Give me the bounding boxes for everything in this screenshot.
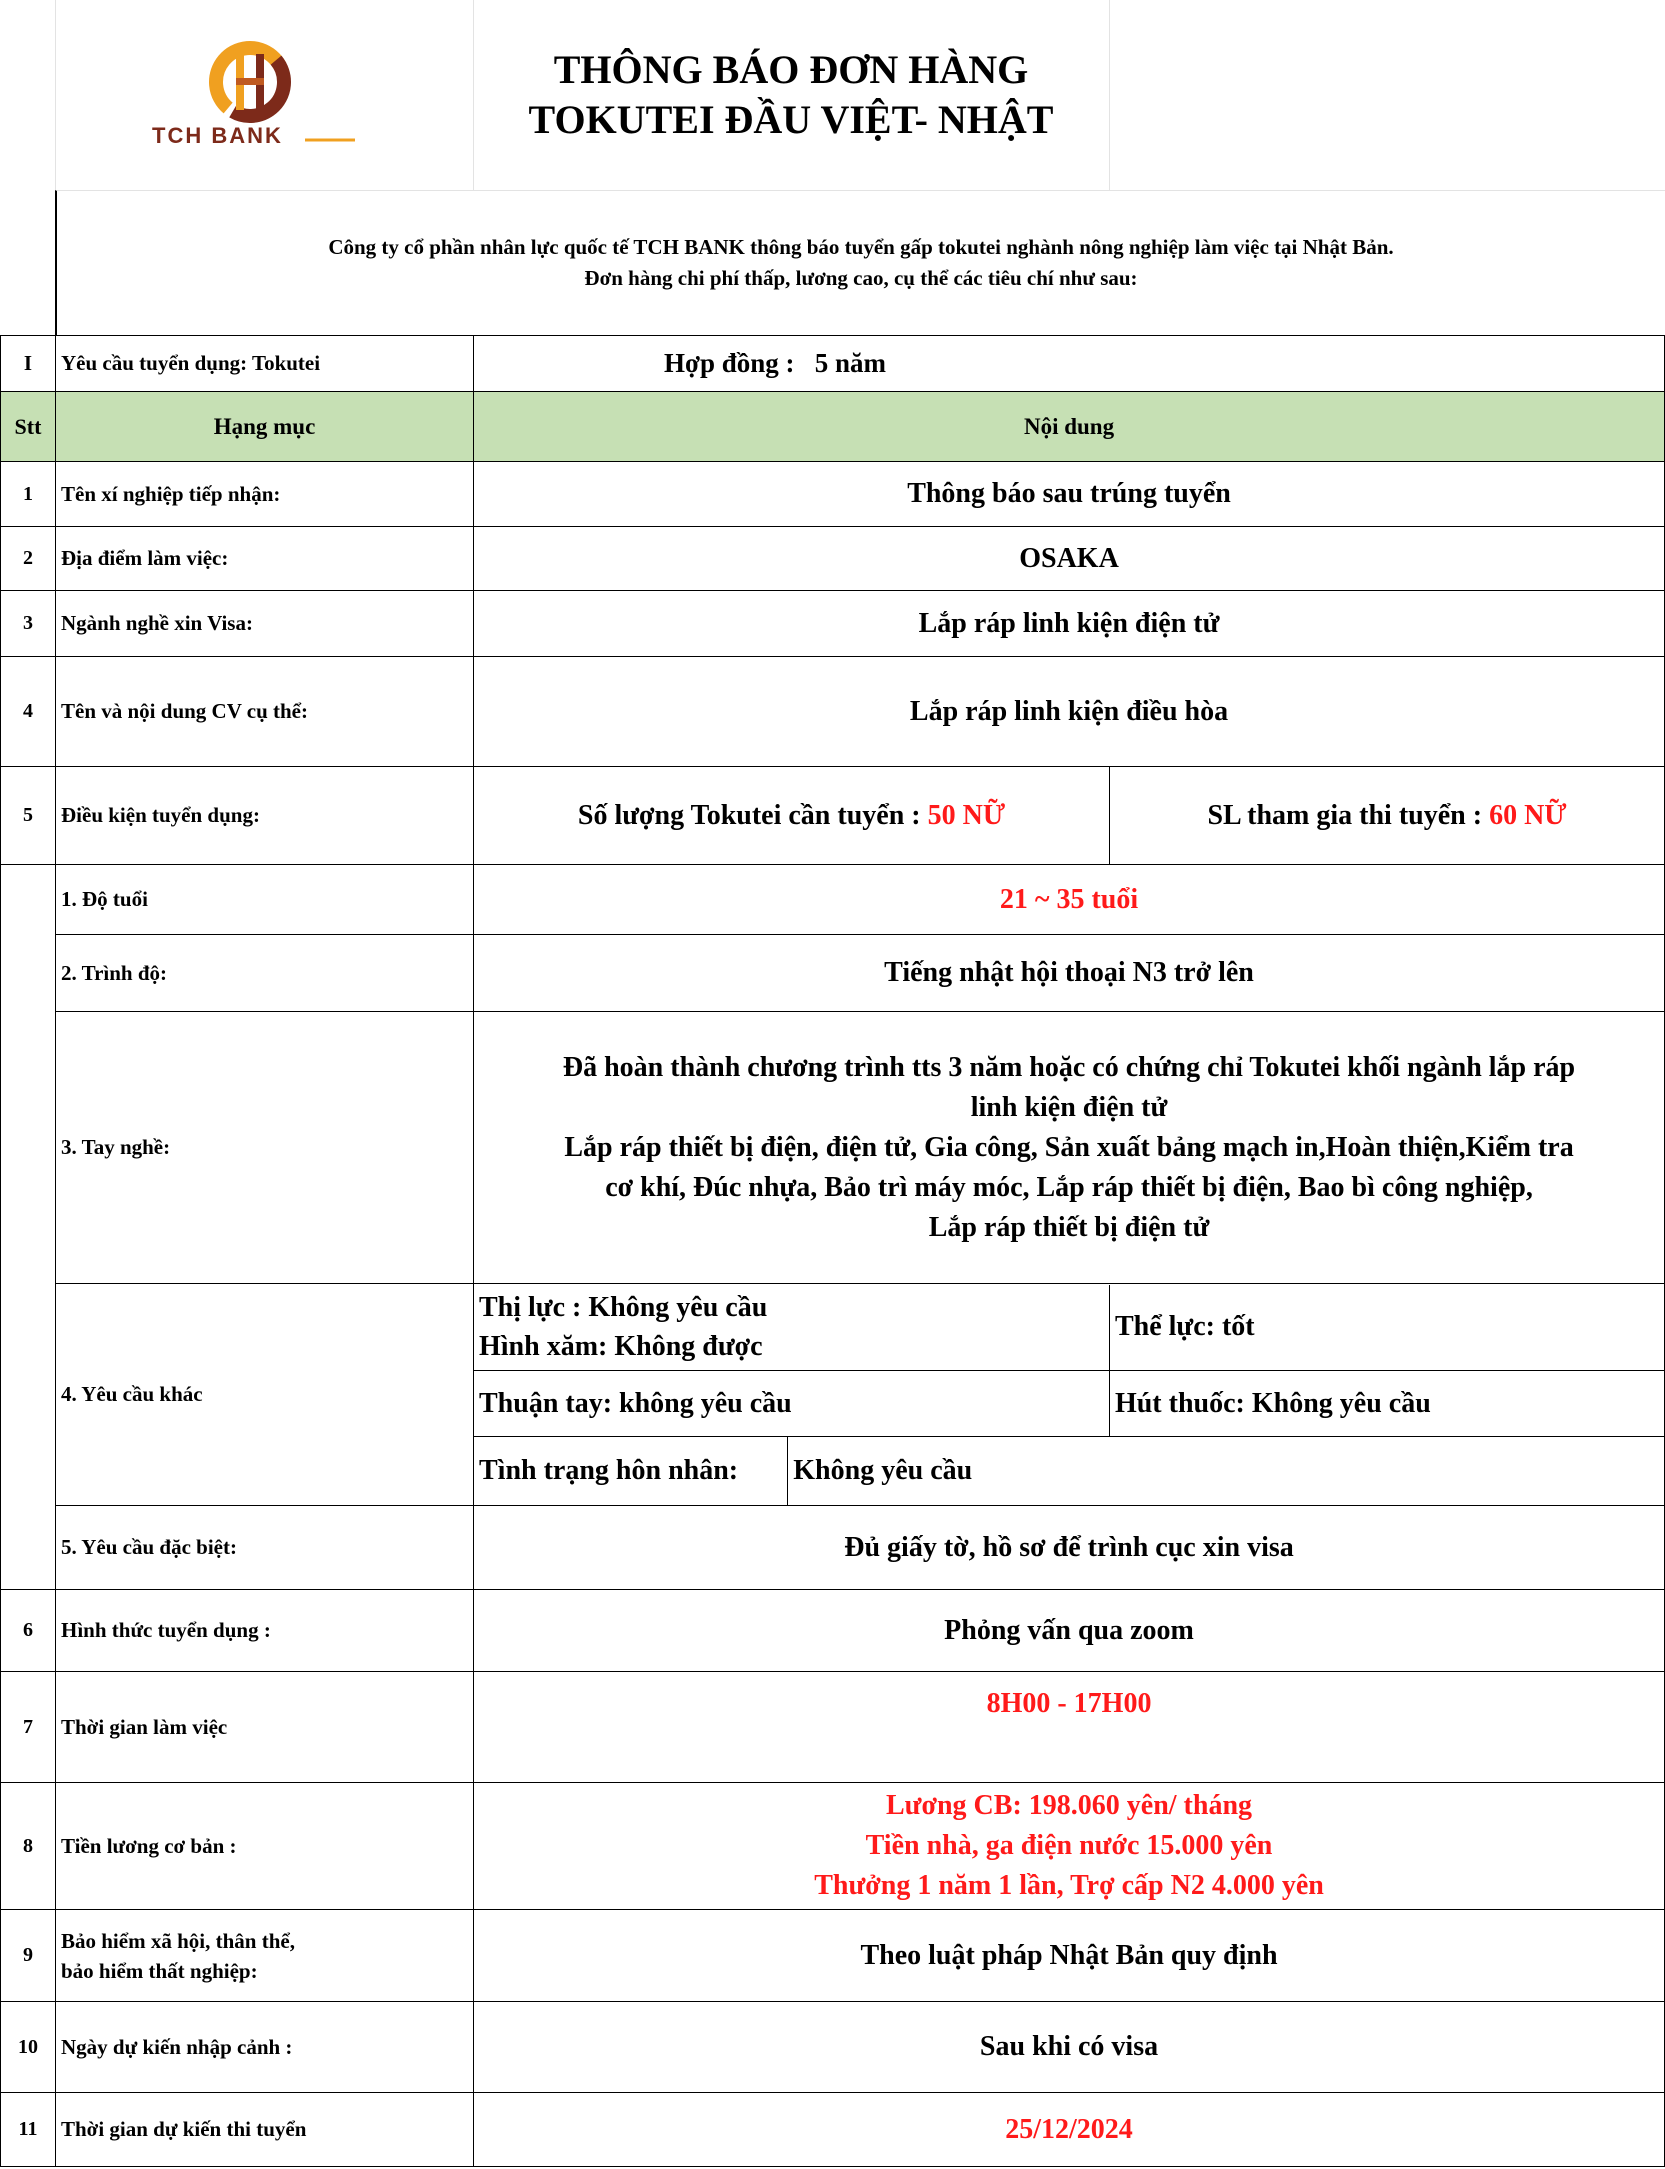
row-stt: 4 [1, 657, 56, 767]
contract-info [474, 336, 1665, 392]
row-value: Thông báo sau trúng tuyển [474, 462, 1665, 527]
row-stt: 6 [1, 1590, 56, 1672]
table-row [1, 462, 1665, 527]
smoking-text: Hút thuốc: Không yêu cầu [1109, 1371, 1664, 1437]
header-content: Nội dung [474, 392, 1665, 462]
handedness-text: Thuận tay: không yêu cầu [474, 1371, 1109, 1437]
salary-value [474, 1783, 1665, 1910]
row-stt: 7 [1, 1672, 56, 1783]
row-label: Tên xí nghiệp tiếp nhận: [56, 462, 474, 527]
logo [55, 0, 473, 190]
salary-line: Thưởng 1 năm 1 lần, Trợ cấp N2 4.000 yên [814, 1870, 1324, 1901]
table-row [1, 2002, 1665, 2093]
insurance-label-line: Bảo hiểm xã hội, thân thể, [61, 1928, 295, 1953]
exam-cell [1110, 767, 1665, 865]
row-value: Lắp ráp linh kiện điện tử [474, 591, 1665, 657]
exam-value: 60 NỮ [1489, 799, 1567, 831]
table-row [1, 527, 1665, 591]
table-row [1, 1590, 1665, 1672]
title-line-2: TOKUTEI ĐẦU VIỆT- NHẬT [528, 97, 1054, 142]
table-row [1, 1672, 1665, 1783]
order-table [0, 335, 1665, 2167]
other-requirements [474, 1284, 1665, 1506]
contract-value: 5 năm [814, 348, 887, 378]
condition-other-row [1, 1284, 1665, 1506]
skill-line: cơ khí, Đúc nhựa, Bảo trì máy móc, Lắp ráp thiết bị điện, Bao bì công nghiệp, [605, 1171, 1533, 1203]
level-value: Tiếng nhật hội thoại N3 trở lên [474, 935, 1665, 1012]
title-line-1: THÔNG BÁO ĐƠN HÀNG [553, 47, 1029, 92]
document-title [473, 0, 1109, 190]
eyesight-text: Thị lực : Không yêu cầu [479, 1292, 768, 1324]
table-row [1, 591, 1665, 657]
skill-line: Đã hoàn thành chương trình tts 3 năm hoặc có chứng chỉ Tokutei khối ngành lắp ráp [562, 1051, 1576, 1083]
other-label: 4. Yêu cầu khác [56, 1284, 474, 1506]
salary-line: Tiền nhà, ga điện nước 15.000 yên [865, 1830, 1273, 1861]
row-label: Thời gian dự kiến thi tuyển [56, 2093, 474, 2167]
condition-special-row [1, 1506, 1665, 1590]
row-value: OSAKA [474, 527, 1665, 591]
section-row [1, 336, 1665, 392]
skill-label: 3. Tay nghề: [56, 1012, 474, 1284]
table-row [1, 657, 1665, 767]
row-label [56, 1910, 474, 2002]
insurance-label-line: bảo hiểm thất nghiệp: [61, 1958, 258, 1983]
quota-cell [474, 767, 1110, 865]
quota-value: 50 NỮ [927, 799, 1006, 831]
condition-level-row [1, 935, 1665, 1012]
row-value: Theo luật pháp Nhật Bản quy định [474, 1910, 1665, 2002]
tch-bank-logo-icon [55, 0, 473, 190]
intro-line-2: Đơn hàng chi phí thấp, lương cao, cụ thể các tiêu chí như sau: [584, 266, 1138, 290]
condition-stt [1, 865, 56, 1590]
row-label: Hình thức tuyển dụng : [56, 1590, 474, 1672]
row-label: Ngành nghề xin Visa: [56, 591, 474, 657]
row-value: Lắp ráp linh kiện điều hòa [474, 657, 1665, 767]
table-row [1, 2093, 1665, 2167]
row-label: Thời gian làm việc [56, 1672, 474, 1783]
quota-label: Số lượng Tokutei cần tuyển : [577, 799, 921, 831]
age-value: 21 ~ 35 tuổi [474, 865, 1665, 935]
exam-label: SL tham gia thi tuyển : [1207, 799, 1483, 831]
section-label: Yêu cầu tuyển dụng: Tokutei [56, 336, 474, 392]
skill-value [474, 1012, 1665, 1284]
logo-text: TCH BANK [152, 123, 283, 148]
row-label: Điều kiện tuyển dụng: [56, 767, 474, 865]
row-stt: 2 [1, 527, 56, 591]
row-stt: 11 [1, 2093, 56, 2167]
intro-text [55, 190, 1665, 335]
row-stt: 1 [1, 462, 56, 527]
table-row [1, 767, 1665, 865]
skill-line: Lắp ráp thiết bị điện tử [928, 1211, 1210, 1243]
row-label: Địa điểm làm việc: [56, 527, 474, 591]
table-row [1, 1783, 1665, 1910]
row-label: Ngày dự kiến nhập cảnh : [56, 2002, 474, 2093]
salary-line: Lương CB: 198.060 yên/ tháng [886, 1790, 1253, 1821]
header-stt: Stt [1, 392, 56, 462]
eyesight-tattoo-cell [474, 1285, 1109, 1371]
row-value: 8H00 - 17H00 [474, 1672, 1665, 1783]
table-row [1, 1910, 1665, 2002]
level-label: 2. Trình độ: [56, 935, 474, 1012]
age-label: 1. Độ tuổi [56, 865, 474, 935]
row-value: 25/12/2024 [474, 2093, 1665, 2167]
row-stt: 3 [1, 591, 56, 657]
row-value: Phỏng vấn qua zoom [474, 1590, 1665, 1672]
marital-value: Không yêu cầu [788, 1437, 1664, 1505]
row-value: Sau khi có visa [474, 2002, 1665, 2093]
header-category: Hạng mục [56, 392, 474, 462]
tattoo-text: Hình xăm: Không được [479, 1331, 763, 1363]
fitness-text: Thể lực: tốt [1109, 1285, 1664, 1371]
marital-label: Tình trạng hôn nhân: [474, 1437, 788, 1505]
special-value: Đủ giấy tờ, hồ sơ để trình cục xin visa [474, 1506, 1665, 1590]
row-stt: 5 [1, 767, 56, 865]
row-stt: 10 [1, 2002, 56, 2093]
row-stt: 9 [1, 1910, 56, 2002]
condition-skill-row [1, 1012, 1665, 1284]
contract-label: Hợp đồng : [664, 348, 795, 378]
skill-line: Lắp ráp thiết bị điện, điện tử, Gia công, Sản xuất bảng mạch in,Hoàn thiện,Kiểm tra [564, 1131, 1574, 1163]
row-label: Tiền lương cơ bản : [56, 1783, 474, 1910]
skill-line: linh kiện điện tử [970, 1091, 1168, 1123]
row-label: Tên và nội dung CV cụ thể: [56, 657, 474, 767]
row-stt: 8 [1, 1783, 56, 1910]
other-subgrid [474, 1285, 1664, 1505]
condition-age-row [1, 865, 1665, 935]
special-label: 5. Yêu cầu đặc biệt: [56, 1506, 474, 1590]
intro-line-1: Công ty cổ phần nhân lực quốc tế TCH BANK thông báo tuyển gấp tokutei nghành nông nghiệp làm việc tại Nhật Bản. [328, 235, 1394, 259]
table-header [1, 392, 1665, 462]
section-number: I [1, 336, 56, 392]
